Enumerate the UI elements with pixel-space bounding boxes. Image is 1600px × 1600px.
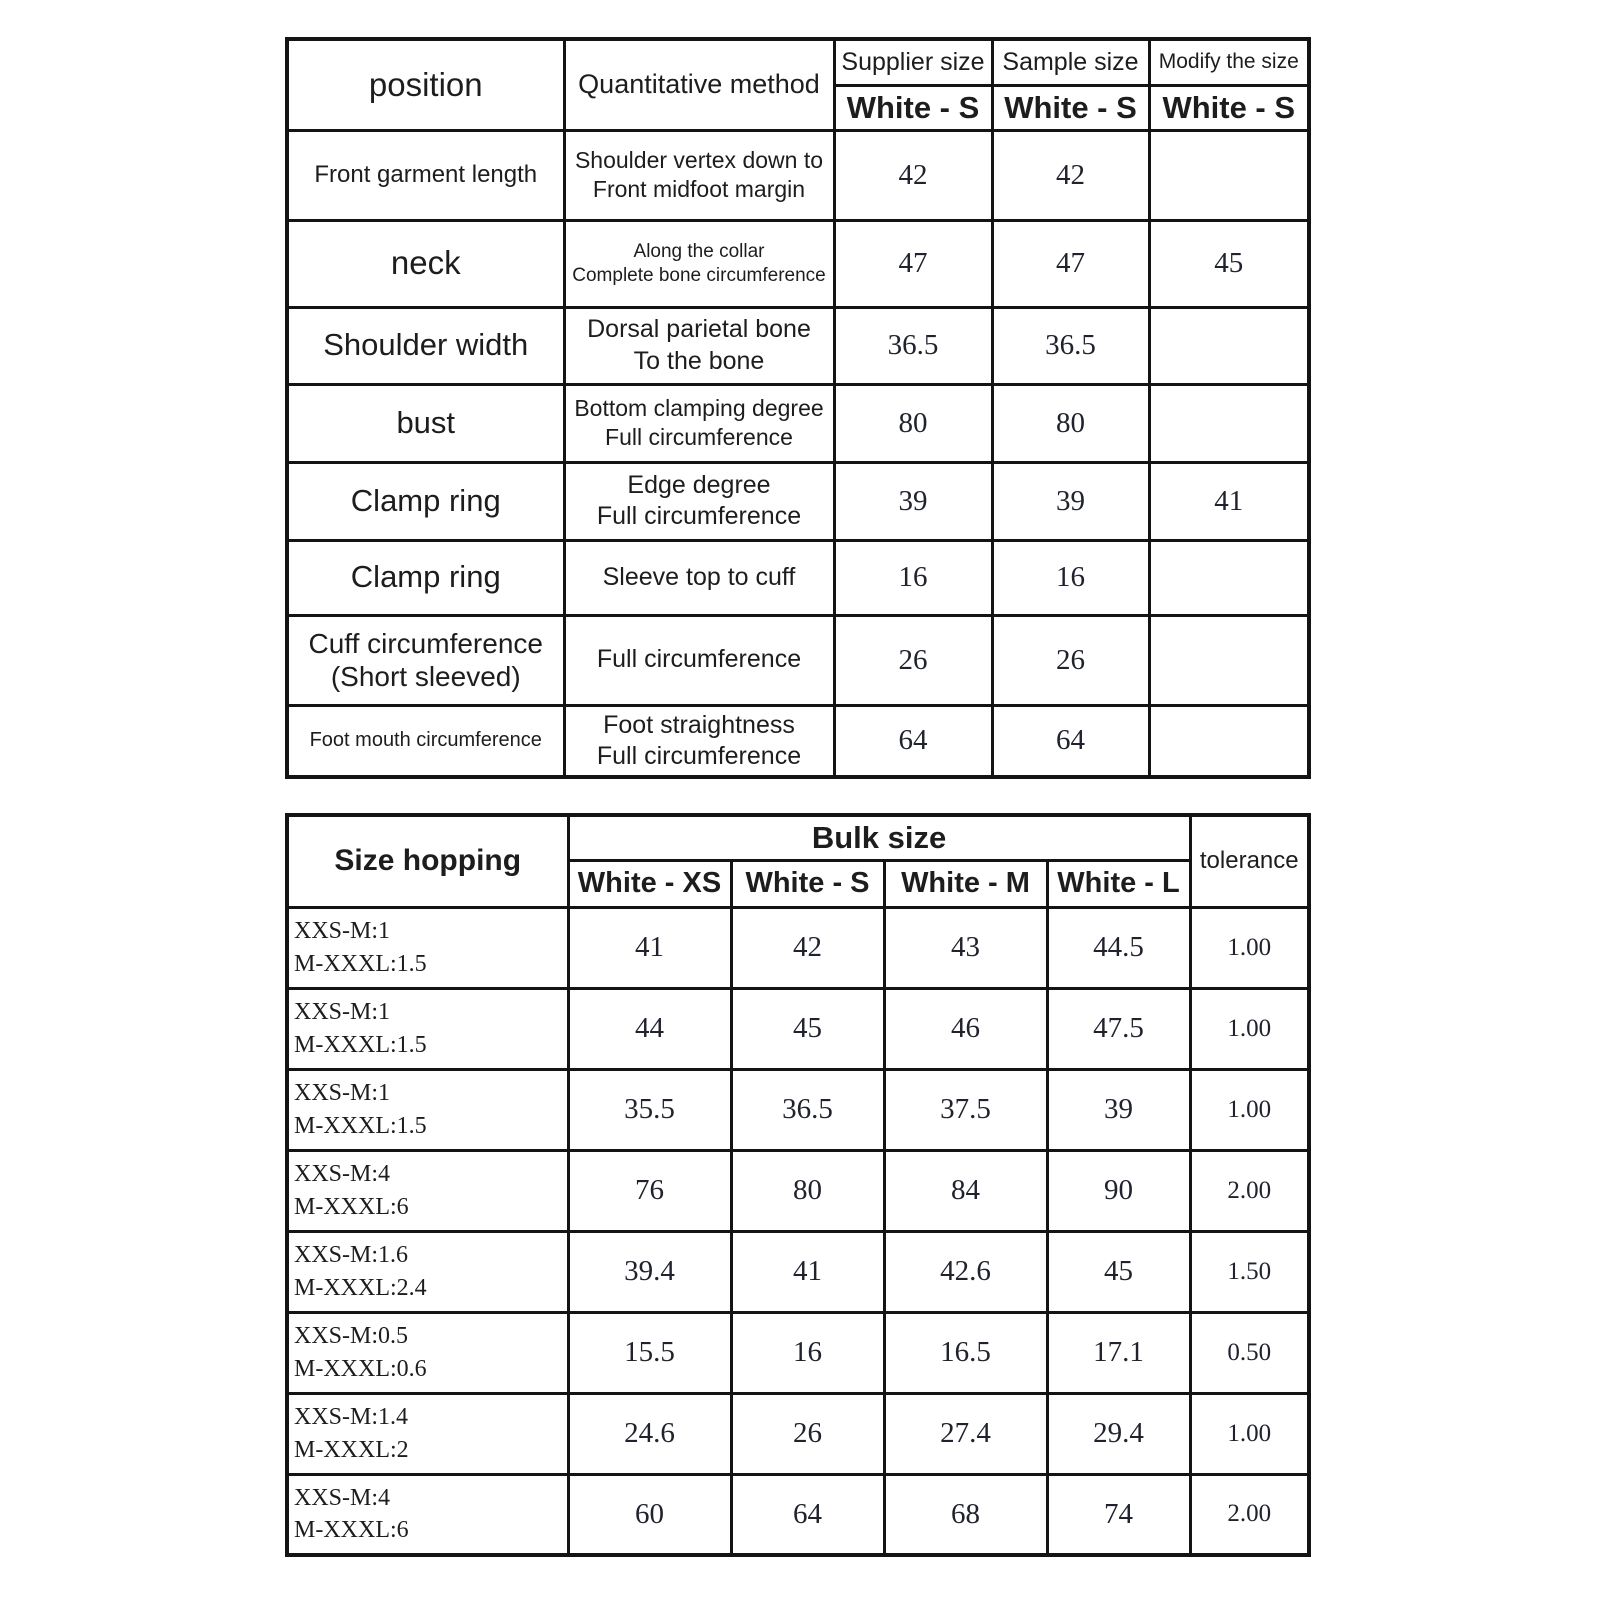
bulk-size-header: Bulk size bbox=[568, 815, 1190, 860]
tolerance-header: tolerance bbox=[1190, 815, 1309, 907]
spec-modify-value: 45 bbox=[1149, 220, 1309, 307]
spec-method-cell-line: Dorsal parietal bone bbox=[587, 315, 811, 344]
bulk-size-value: 42 bbox=[731, 907, 884, 988]
spec-position-cell bbox=[287, 384, 564, 462]
bulk-size-hopping-cell bbox=[287, 1231, 568, 1312]
bulk-size-value: 84 bbox=[884, 1150, 1047, 1231]
bulk-size-hopping-cell bbox=[287, 1069, 568, 1150]
spec-supplier-value: 16 bbox=[834, 540, 992, 615]
bulk-col-white-s: White - S bbox=[731, 860, 884, 907]
bulk-size-hopping-cell-line: XXS-M:4 bbox=[294, 1484, 391, 1511]
modify-size-variant: White - S bbox=[1149, 85, 1309, 130]
bulk-tolerance-value: 1.00 bbox=[1190, 988, 1309, 1069]
spec-position-cell bbox=[287, 220, 564, 307]
spec-supplier-value: 64 bbox=[834, 705, 992, 777]
spec-method-cell-line: Foot straightness bbox=[603, 710, 795, 739]
spec-supplier-value: 36.5 bbox=[834, 307, 992, 384]
spec-method-cell-line: Edge degree bbox=[627, 470, 771, 499]
spec-sample-value: 80 bbox=[992, 384, 1149, 462]
spec-method-cell-line: Full circumference bbox=[596, 645, 802, 674]
spec-method-cell-line: Full circumference bbox=[605, 424, 793, 450]
bulk-tolerance-value: 2.00 bbox=[1190, 1150, 1309, 1231]
bulk-size-value: 29.4 bbox=[1047, 1393, 1190, 1474]
bulk-size-hopping-cell-line: M-XXXL:0.6 bbox=[294, 1355, 427, 1382]
bulk-size-hopping-cell-line: XXS-M:1.6 bbox=[294, 1242, 409, 1269]
sample-size-header: Sample size bbox=[992, 39, 1149, 85]
spec-method-cell-line: Along the collar bbox=[633, 240, 765, 262]
spec-position-cell-line: neck bbox=[390, 244, 461, 282]
bulk-size-value: 64 bbox=[731, 1474, 884, 1555]
spec-method-cell bbox=[564, 705, 834, 777]
bulk-table-row bbox=[287, 1150, 1309, 1231]
bulk-table-row bbox=[287, 1231, 1309, 1312]
method-column-header: Quantitative method bbox=[564, 39, 834, 130]
spec-sample-value: 36.5 bbox=[992, 307, 1149, 384]
bulk-table-row bbox=[287, 907, 1309, 988]
spec-supplier-value: 42 bbox=[834, 130, 992, 220]
bulk-size-value: 16 bbox=[731, 1312, 884, 1393]
bulk-size-value: 76 bbox=[568, 1150, 731, 1231]
spec-position-cell-line: Clamp ring bbox=[350, 559, 501, 595]
bulk-size-value: 60 bbox=[568, 1474, 731, 1555]
bulk-size-value: 42.6 bbox=[884, 1231, 1047, 1312]
spec-method-cell bbox=[564, 220, 834, 307]
sample-size-variant: White - S bbox=[992, 85, 1149, 130]
spec-position-cell bbox=[287, 540, 564, 615]
spec-position-cell bbox=[287, 130, 564, 220]
bulk-tolerance-value: 0.50 bbox=[1190, 1312, 1309, 1393]
bulk-size-hopping-cell-line: XXS-M:0.5 bbox=[294, 1323, 409, 1350]
spec-table-row bbox=[287, 384, 1309, 462]
bulk-tolerance-value: 1.50 bbox=[1190, 1231, 1309, 1312]
spec-supplier-value: 39 bbox=[834, 462, 992, 540]
spec-table-row bbox=[287, 615, 1309, 705]
spec-position-cell bbox=[287, 307, 564, 384]
spec-table-row bbox=[287, 307, 1309, 384]
spec-method-cell-line: To the bone bbox=[633, 346, 765, 375]
spec-position-cell-line: (Short sleeved) bbox=[330, 661, 521, 692]
spec-supplier-value: 80 bbox=[834, 384, 992, 462]
spec-method-cell bbox=[564, 130, 834, 220]
bulk-size-value: 45 bbox=[731, 988, 884, 1069]
bulk-size-value: 36.5 bbox=[731, 1069, 884, 1150]
bulk-size-value: 39.4 bbox=[568, 1231, 731, 1312]
spec-method-cell-line: Shoulder vertex down to bbox=[574, 147, 824, 174]
measurement-spec-table bbox=[285, 37, 1311, 779]
bulk-table-row bbox=[287, 988, 1309, 1069]
bulk-size-hopping-cell-line: XXS-M:1 bbox=[294, 918, 391, 945]
spec-supplier-value: 26 bbox=[834, 615, 992, 705]
spec-position-cell bbox=[287, 615, 564, 705]
bulk-size-hopping-cell bbox=[287, 1312, 568, 1393]
spec-position-cell-line: Clamp ring bbox=[350, 482, 501, 518]
spec-modify-value bbox=[1149, 384, 1309, 462]
bulk-size-hopping-cell-line: XXS-M:1 bbox=[294, 1080, 391, 1107]
bulk-table-row bbox=[287, 1474, 1309, 1555]
spec-sample-value: 26 bbox=[992, 615, 1149, 705]
spec-sample-value: 42 bbox=[992, 130, 1149, 220]
spec-modify-value bbox=[1149, 540, 1309, 615]
bulk-size-hopping-cell bbox=[287, 1393, 568, 1474]
spec-position-cell-line: Cuff circumference bbox=[308, 627, 543, 659]
spec-method-cell bbox=[564, 384, 834, 462]
bulk-size-value: 45 bbox=[1047, 1231, 1190, 1312]
size-hopping-header: Size hopping bbox=[287, 815, 568, 907]
spec-sample-value: 47 bbox=[992, 220, 1149, 307]
bulk-table-row bbox=[287, 1069, 1309, 1150]
bulk-size-value: 44.5 bbox=[1047, 907, 1190, 988]
spec-modify-value: 41 bbox=[1149, 462, 1309, 540]
spec-method-cell bbox=[564, 540, 834, 615]
bulk-col-white-l: White - L bbox=[1047, 860, 1190, 907]
bulk-size-value: 44 bbox=[568, 988, 731, 1069]
bulk-size-value: 15.5 bbox=[568, 1312, 731, 1393]
bulk-tolerance-value: 1.00 bbox=[1190, 1393, 1309, 1474]
bulk-size-hopping-cell bbox=[287, 988, 568, 1069]
spec-method-cell-line: Front midfoot margin bbox=[592, 176, 806, 202]
spec-header-row-top bbox=[287, 39, 1309, 85]
bulk-size-value: 41 bbox=[731, 1231, 884, 1312]
bulk-size-hopping-cell-line: M-XXXL:2 bbox=[294, 1436, 409, 1463]
spec-table-row bbox=[287, 705, 1309, 777]
spec-position-cell bbox=[287, 462, 564, 540]
spec-modify-value bbox=[1149, 307, 1309, 384]
bulk-size-hopping-cell bbox=[287, 907, 568, 988]
spec-sample-value: 16 bbox=[992, 540, 1149, 615]
spec-method-cell-line: Sleeve top to cuff bbox=[602, 562, 796, 591]
bulk-size-hopping-cell-line: XXS-M:1.4 bbox=[294, 1404, 409, 1431]
bulk-size-value: 17.1 bbox=[1047, 1312, 1190, 1393]
bulk-size-value: 26 bbox=[731, 1393, 884, 1474]
bulk-size-value: 37.5 bbox=[884, 1069, 1047, 1150]
bulk-size-hopping-cell-line: M-XXXL:1.5 bbox=[294, 1112, 427, 1139]
bulk-size-value: 39 bbox=[1047, 1069, 1190, 1150]
bulk-size-value: 46 bbox=[884, 988, 1047, 1069]
modify-size-header: Modify the size bbox=[1149, 39, 1309, 85]
spec-method-cell-line: Full circumference bbox=[596, 502, 802, 530]
bulk-size-value: 16.5 bbox=[884, 1312, 1047, 1393]
bulk-size-value: 27.4 bbox=[884, 1393, 1047, 1474]
bulk-size-value: 47.5 bbox=[1047, 988, 1190, 1069]
spec-modify-value bbox=[1149, 130, 1309, 220]
spec-method-cell bbox=[564, 462, 834, 540]
bulk-size-value: 41 bbox=[568, 907, 731, 988]
bulk-size-value: 80 bbox=[731, 1150, 884, 1231]
spec-table-row bbox=[287, 540, 1309, 615]
bulk-size-hopping-cell bbox=[287, 1150, 568, 1231]
bulk-tolerance-value: 1.00 bbox=[1190, 1069, 1309, 1150]
spec-position-cell-line: Foot mouth circumference bbox=[309, 728, 542, 751]
bulk-size-hopping-cell-line: M-XXXL:6 bbox=[294, 1193, 409, 1220]
supplier-size-header: Supplier size bbox=[834, 39, 992, 85]
spec-method-cell-line: Full circumference bbox=[596, 741, 802, 770]
bulk-col-white-xs: White - XS bbox=[568, 860, 731, 907]
bulk-col-white-m: White - M bbox=[884, 860, 1047, 907]
spec-position-cell-line: Shoulder width bbox=[323, 327, 529, 363]
bulk-size-hopping-cell-line: XXS-M:4 bbox=[294, 1161, 391, 1188]
bulk-size-value: 24.6 bbox=[568, 1393, 731, 1474]
bulk-size-value: 90 bbox=[1047, 1150, 1190, 1231]
spec-method-cell bbox=[564, 307, 834, 384]
bulk-size-table bbox=[285, 813, 1311, 1557]
spec-method-cell bbox=[564, 615, 834, 705]
bulk-size-value: 68 bbox=[884, 1474, 1047, 1555]
spec-table-row bbox=[287, 220, 1309, 307]
bulk-tolerance-value: 2.00 bbox=[1190, 1474, 1309, 1555]
bulk-size-value: 43 bbox=[884, 907, 1047, 988]
supplier-size-variant: White - S bbox=[834, 85, 992, 130]
position-column-header: position bbox=[287, 39, 564, 130]
bulk-size-value: 74 bbox=[1047, 1474, 1190, 1555]
bulk-header-row-top bbox=[287, 815, 1309, 860]
bulk-table-row bbox=[287, 1312, 1309, 1393]
bulk-size-hopping-cell-line: M-XXXL:2.4 bbox=[294, 1274, 427, 1301]
spec-table-row bbox=[287, 130, 1309, 220]
bulk-tolerance-value: 1.00 bbox=[1190, 907, 1309, 988]
spec-position-cell-line: bust bbox=[396, 404, 456, 440]
bulk-table-row bbox=[287, 1393, 1309, 1474]
bulk-size-hopping-cell-line: M-XXXL:6 bbox=[294, 1517, 409, 1544]
spec-sample-value: 39 bbox=[992, 462, 1149, 540]
bulk-size-value: 35.5 bbox=[568, 1069, 731, 1150]
bulk-size-hopping-cell-line: XXS-M:1 bbox=[294, 999, 391, 1026]
bulk-size-hopping-cell bbox=[287, 1474, 568, 1555]
spec-modify-value bbox=[1149, 705, 1309, 777]
bulk-size-hopping-cell-line: M-XXXL:1.5 bbox=[294, 1031, 427, 1058]
spec-method-cell-line: Complete bone circumference bbox=[572, 264, 826, 286]
spec-position-cell bbox=[287, 705, 564, 777]
bulk-size-hopping-cell-line: M-XXXL:1.5 bbox=[294, 950, 427, 977]
spec-sample-value: 64 bbox=[992, 705, 1149, 777]
spec-supplier-value: 47 bbox=[834, 220, 992, 307]
spec-table-row bbox=[287, 462, 1309, 540]
spec-position-cell-line: Front garment length bbox=[314, 160, 538, 188]
spec-modify-value bbox=[1149, 615, 1309, 705]
spec-method-cell-line: Bottom clamping degree bbox=[574, 395, 824, 422]
